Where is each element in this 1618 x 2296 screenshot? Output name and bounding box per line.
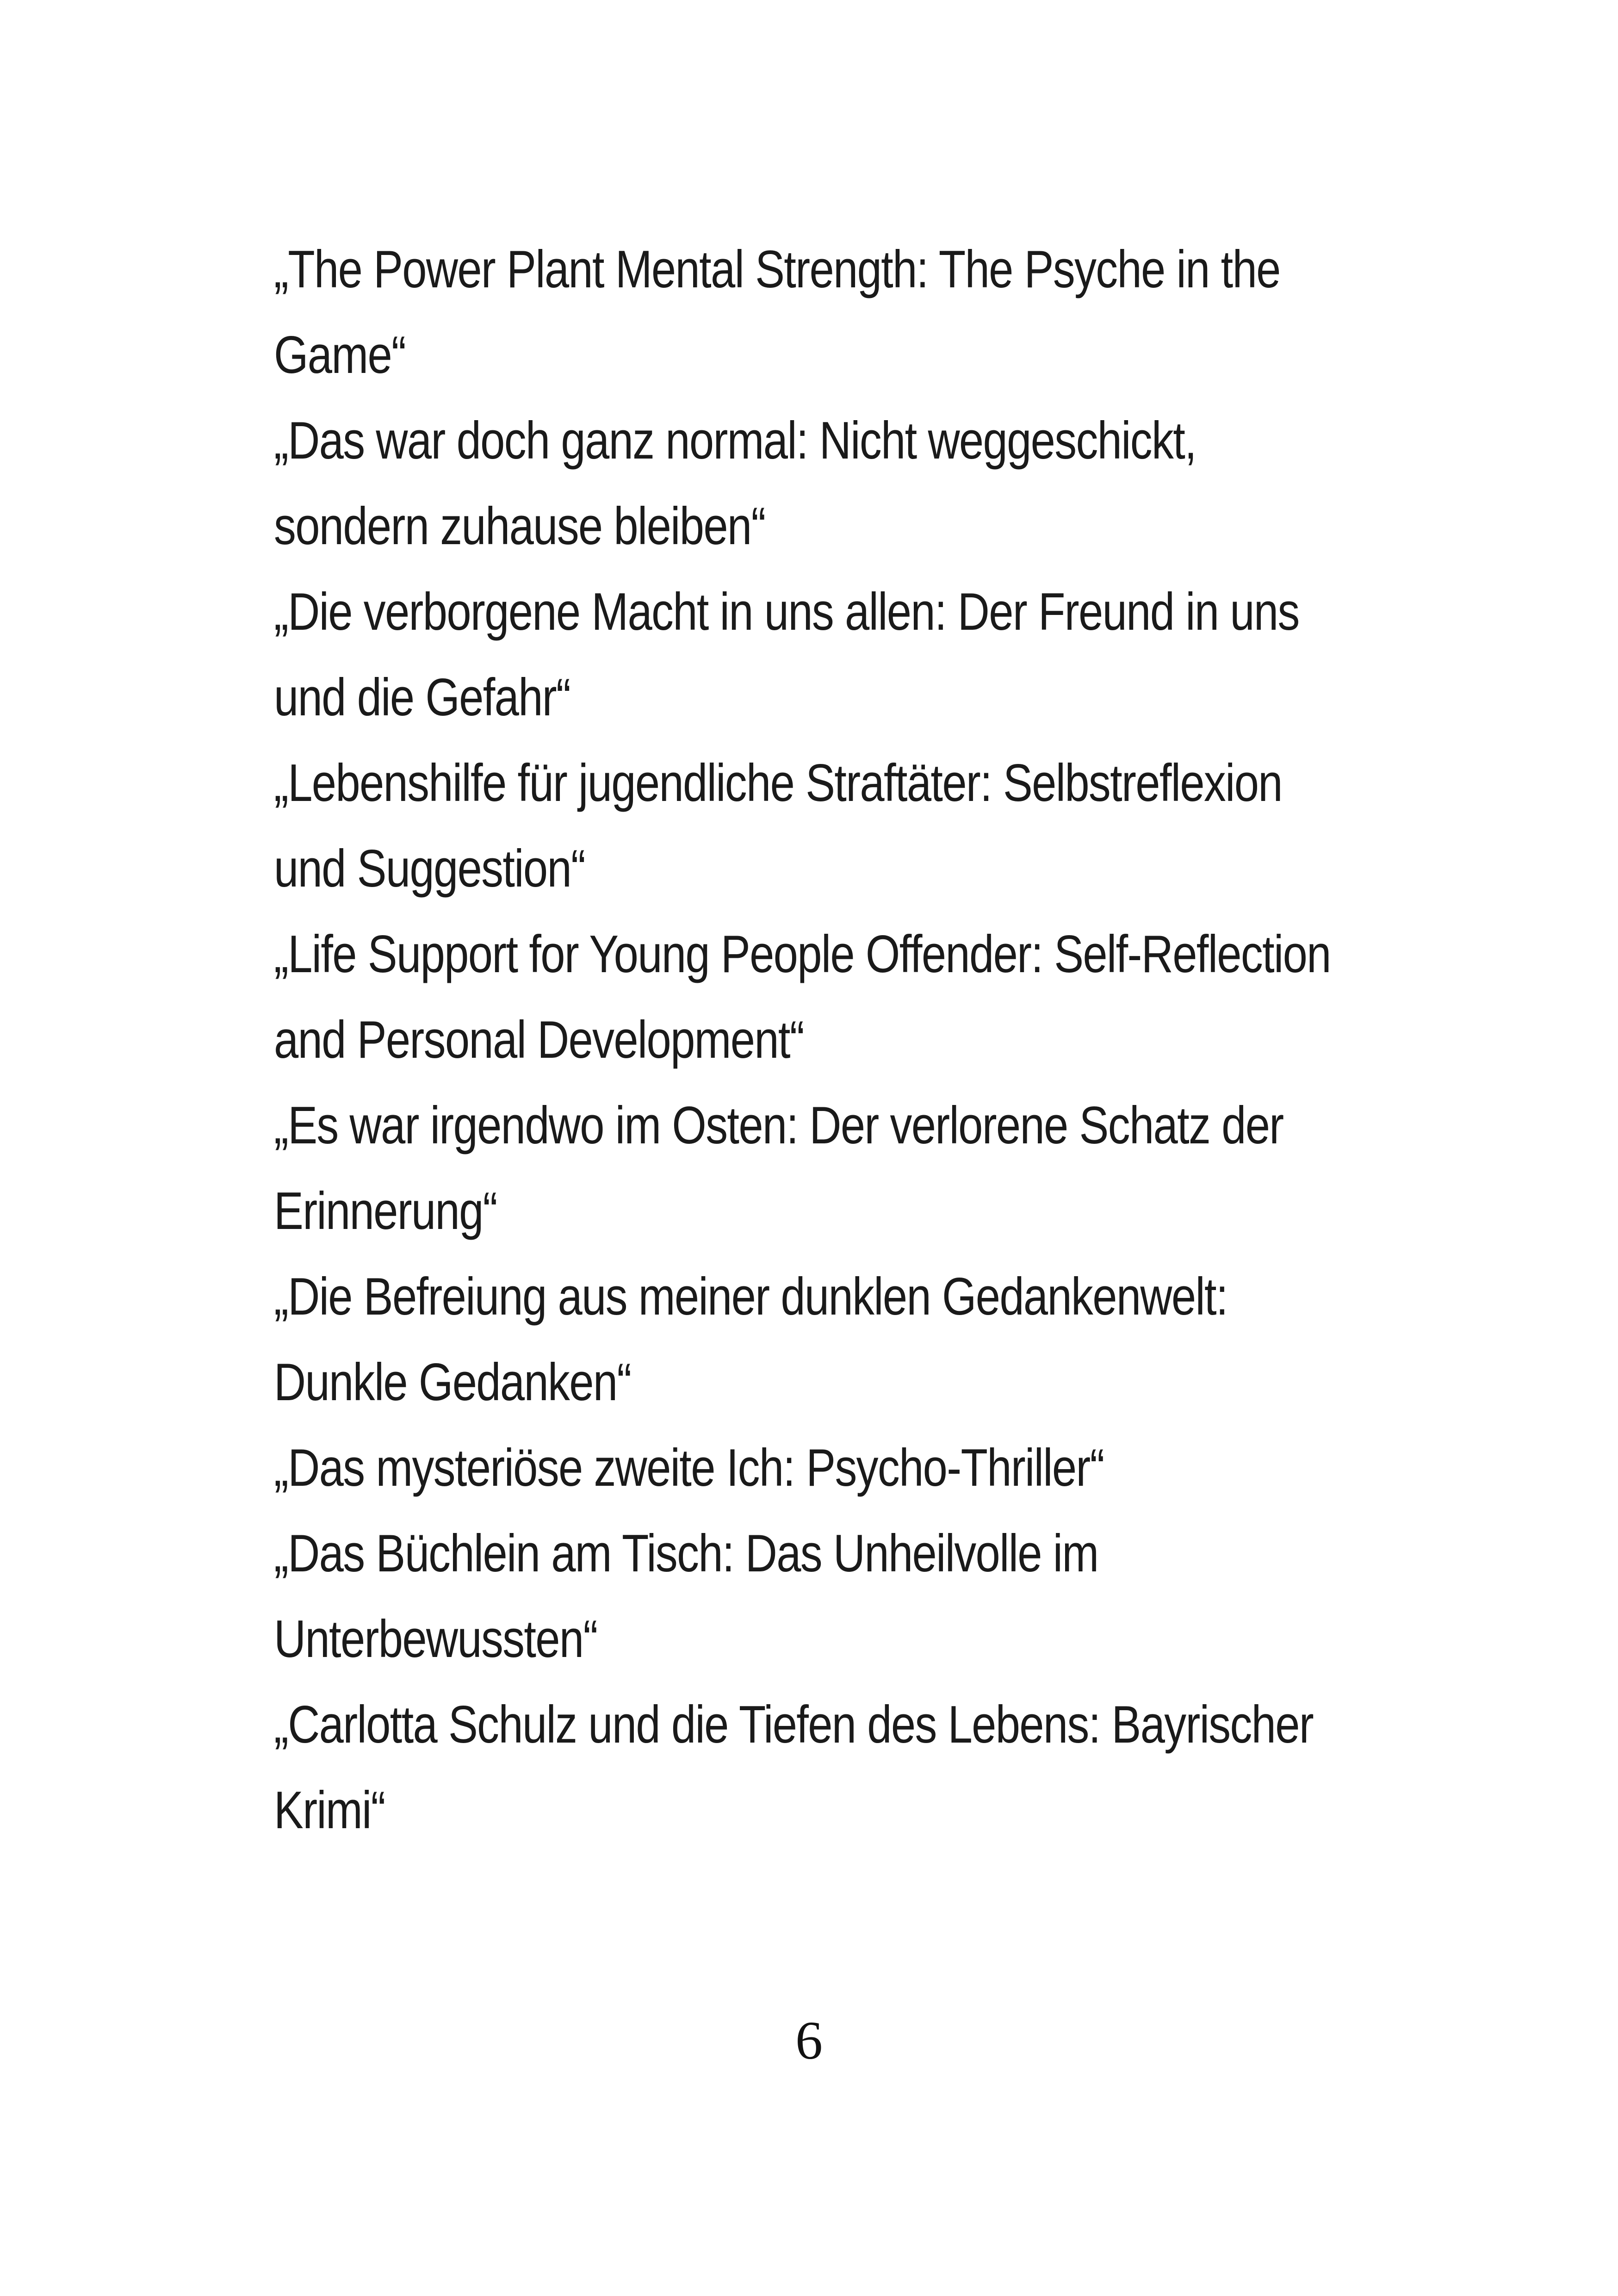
title-line: „Life Support for Young People Offender: Self-Reflection: [274, 925, 1331, 984]
title-line: „Das Büchlein am Tisch: Das Unheilvolle im: [274, 1524, 1098, 1583]
title-line: „Carlotta Schulz und die Tiefen des Lebens: Bayrischer: [274, 1695, 1314, 1754]
title-line: Unterbewussten“: [274, 1610, 597, 1669]
title-line: sondern zuhause bleiben“: [274, 497, 765, 556]
title-line: and Personal Development“: [274, 1011, 804, 1069]
title-line: „Es war irgendwo im Osten: Der verlorene Schatz der: [274, 1096, 1283, 1155]
title-line: „The Power Plant Mental Strength: The Psyche in the: [274, 240, 1280, 299]
title-line: „Lebenshilfe für jugendliche Straftäter: Selbstreflexion: [274, 754, 1282, 813]
title-line: Game“: [274, 326, 406, 385]
title-line: und Suggestion“: [274, 839, 585, 898]
title-line: Erinnerung“: [274, 1182, 497, 1241]
title-line: „Die verborgene Macht in uns allen: Der Freund in uns: [274, 583, 1299, 641]
title-line: „Das war doch ganz normal: Nicht weggeschickt,: [274, 411, 1196, 470]
page-number: 6: [795, 2010, 823, 2071]
book-title-list: [274, 227, 1394, 1853]
title-line: Dunkle Gedanken“: [274, 1353, 631, 1412]
title-line: „Das mysteriöse zweite Ich: Psycho-Thriller“: [274, 1439, 1104, 1497]
title-line: „Die Befreiung aus meiner dunklen Gedankenwelt:: [274, 1267, 1227, 1326]
title-line: und die Gefahr“: [274, 668, 570, 727]
title-line: Krimi“: [274, 1781, 385, 1840]
